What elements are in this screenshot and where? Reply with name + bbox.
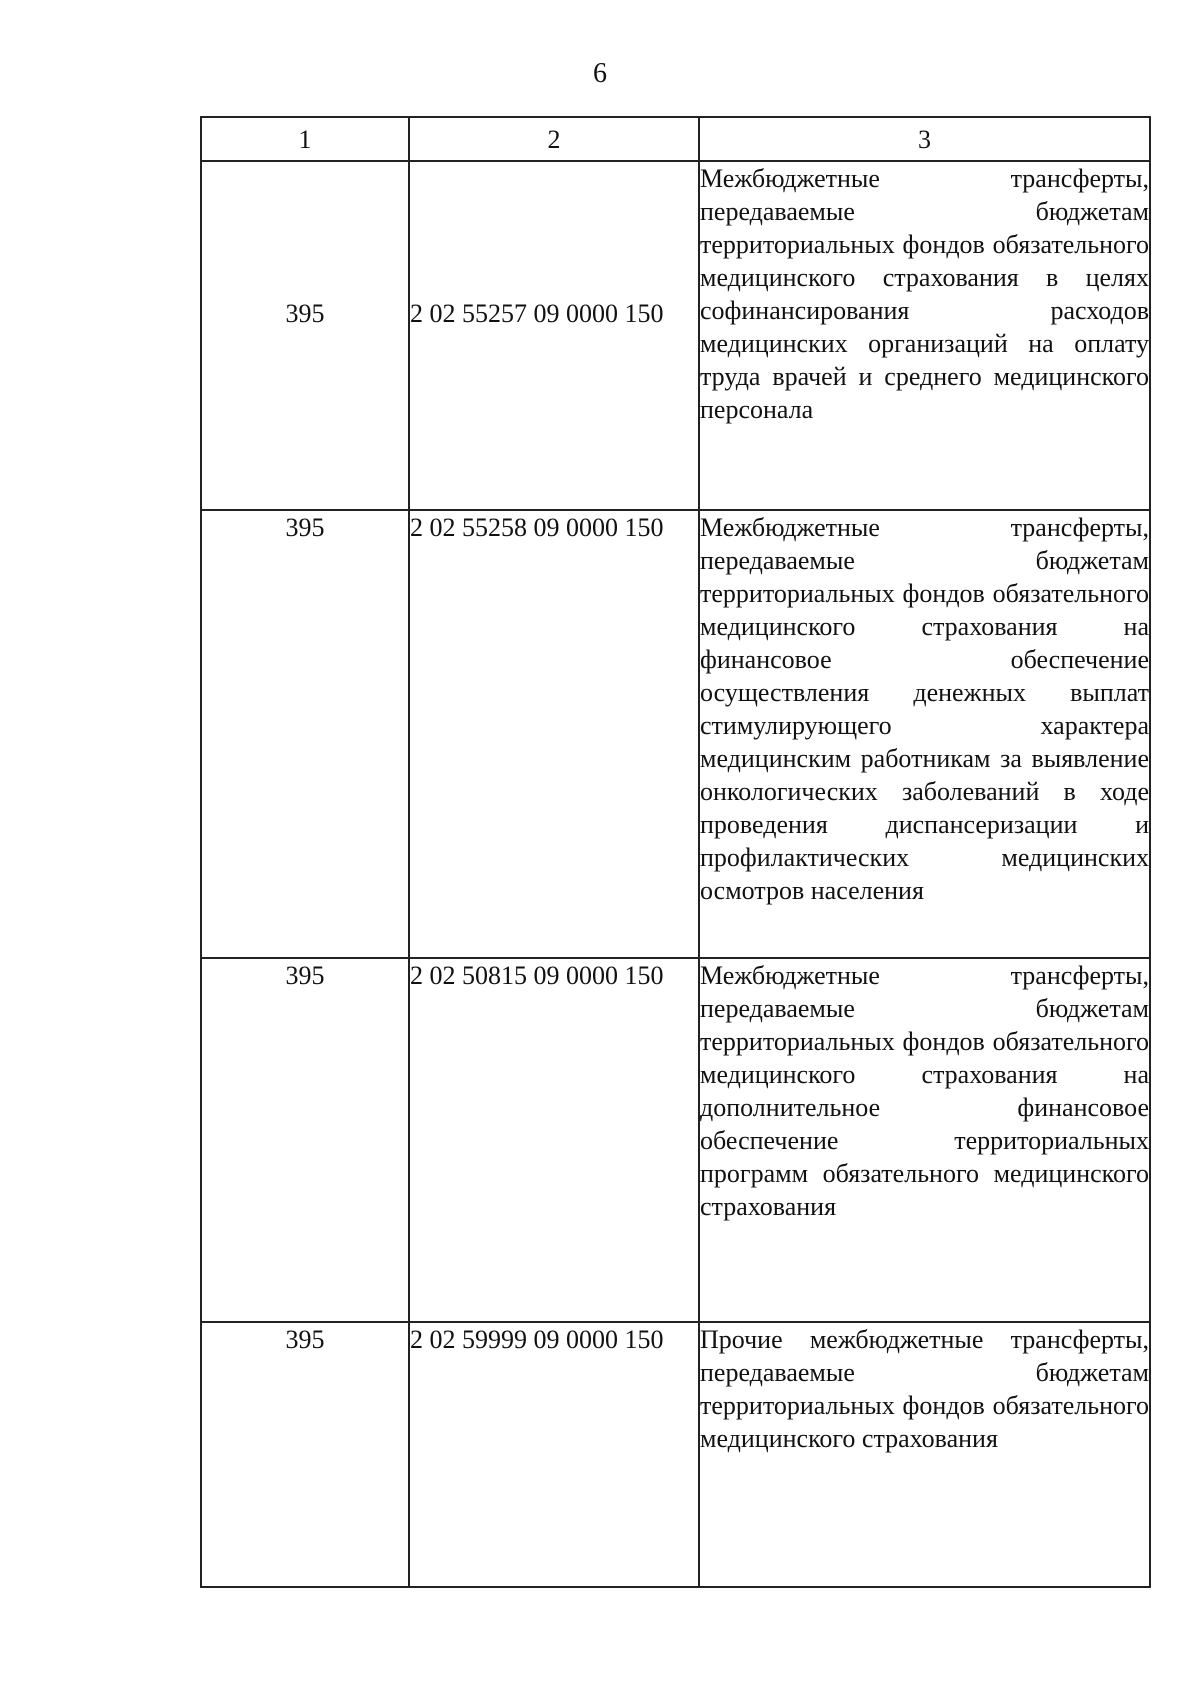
revenue-code: 2 02 55257 09 0000 150 (410, 299, 664, 328)
administrator-code-cell: 395 (201, 1322, 409, 1587)
table-row (201, 161, 1150, 510)
column-header-1: 1 (201, 117, 409, 161)
page-number: 6 (593, 58, 607, 89)
column-header-3: 3 (699, 117, 1150, 161)
administrator-code-cell: 395 (201, 958, 409, 1322)
table-header-row (201, 117, 1150, 161)
table-row (201, 510, 1150, 958)
revenue-name-cell: Межбюджетные трансферты, передаваемые бюджетам территориальных фондов обязательного медицинского страхования в целях софинансирования расходов медицинских организаций на оплату труда врачей и среднего медицинского персонала (699, 161, 1150, 510)
revenue-name-cell: Прочие межбюджетные трансферты, передаваемые бюджетам территориальных фондов обязательного медицинского страхования (699, 1322, 1150, 1587)
administrator-code-cell: 395 (201, 510, 409, 958)
column-header-2: 2 (409, 117, 699, 161)
revenue-code-cell: 2 02 59999 09 0000 150 (409, 1322, 699, 1587)
revenue-code-cell: 2 02 55258 09 0000 150 (409, 510, 699, 958)
revenue-code-cell: 2 02 50815 09 0000 150 (409, 958, 699, 1322)
administrator-code-cell (201, 161, 409, 510)
table-row (201, 1322, 1150, 1587)
revenue-name-cell: Межбюджетные трансферты, передаваемые бюджетам территориальных фондов обязательного медицинского страхования на финансовое обеспечение осуществления денежных выплат стимулирующего характера медицинским работникам за выявление онкологических заболеваний в ходе проведения диспансеризации и профилактических медицинских осмотров населения (699, 510, 1150, 958)
budget-classification-table (200, 116, 1151, 1588)
revenue-name-cell: Межбюджетные трансферты, передаваемые бюджетам территориальных фондов обязательного медицинского страхования на дополнительное финансовое обеспечение территориальных программ обязательного медицинского страхования (699, 958, 1150, 1322)
administrator-code: 395 (285, 299, 325, 328)
table-row (201, 958, 1150, 1322)
revenue-code-cell (409, 161, 699, 510)
